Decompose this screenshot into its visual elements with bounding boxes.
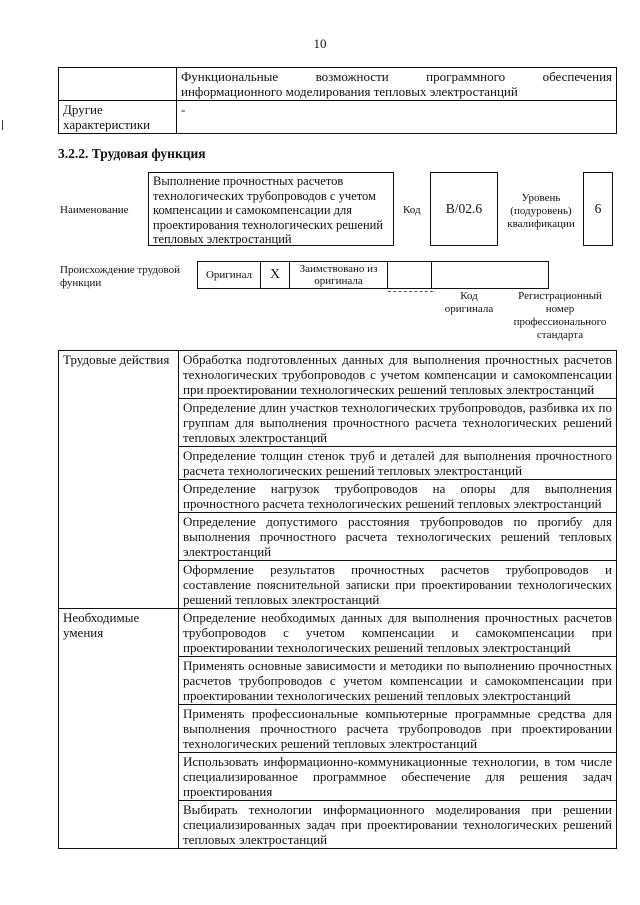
- function-name-box: Выполнение прочностных расчетов технологических трубопроводов с учетом компенсации и самокомпенсации для проектирования технологических решений тепловых электростанций: [148, 172, 394, 246]
- labor-actions-label: Трудовые действия: [59, 351, 179, 609]
- other-characteristics-label: Другие характеристики: [59, 101, 177, 134]
- labor-action-item: Определение нагрузок трубопроводов на опоры для выполнения прочностного расчета технологических решений тепловых электростанций: [179, 480, 617, 513]
- original-code-cell: [387, 261, 432, 289]
- labor-action-item: Обработка подготовленных данных для выполнения прочностных расчетов технологических трубопроводов с учетом компенсации и самокомпенсации при проектировании технологических решений тепловых электростанций: [179, 351, 617, 399]
- borrowed-cell: [289, 261, 388, 289]
- page-number: 10: [313, 36, 327, 51]
- characteristics-table: [58, 67, 617, 134]
- characteristics-text: Функциональные возможности программного обеспечения информационного моделирования тепловых электростанций: [177, 68, 617, 101]
- skill-item: Выбирать технологии информационного моделирования при решении специализированных задач при проектировании технологических решений тепловых электростанций: [179, 801, 617, 849]
- margin-mark: [2, 120, 3, 130]
- registration-number-cell: [431, 261, 549, 289]
- code-label: Код: [403, 204, 421, 216]
- section-title: 3.2.2. Трудовая функция: [58, 146, 206, 161]
- skill-item: Определение необходимых данных для выполнения прочностных расчетов трубопроводов с учетом компенсации и самокомпенсации при проектировании технологических решений тепловых электростанций: [179, 609, 617, 657]
- name-label: Наименование: [60, 204, 129, 216]
- skill-item: Применять основные зависимости и методики по выполнению прочностных расчетов трубопроводов с учетом компенсации и самокомпенсации при проектировании технологических решений тепловых электростанций: [179, 657, 617, 705]
- original-mark: X: [269, 267, 281, 282]
- original-label-cell: [197, 261, 261, 289]
- level-box: [583, 172, 613, 246]
- labor-action-item: Оформление результатов прочностных расчетов трубопроводов и составление пояснительной записки при проектировании технологических решений тепловых электростанций: [179, 561, 617, 609]
- original-mark-cell: [260, 261, 290, 289]
- skill-item: Применять профессиональные компьютерные программные средства для выполнения прочностного расчета трубопроводов при проектировании технологических решений тепловых электростанций: [179, 705, 617, 753]
- level-value: 6: [594, 201, 602, 216]
- level-label: Уровень (подуровень) квалификации: [507, 192, 575, 230]
- registration-caption: Регистрационный номер профессионального стандарта: [513, 290, 607, 341]
- skills-label: Необходимые умения: [59, 609, 179, 849]
- borrowed-label: Заимствовано из оригинала: [299, 263, 378, 287]
- original-label: Оригинал: [205, 269, 253, 281]
- origin-row: [197, 261, 549, 289]
- original-code-caption: Код оригинала: [444, 290, 494, 315]
- labor-action-item: Определение толщин стенок труб и деталей для выполнения прочностного расчета технологических решений тепловых электростанций: [179, 447, 617, 480]
- dashed-line: [388, 291, 433, 292]
- labor-action-item: Определение длин участков технологических трубопроводов, разбивка их по группам для выполнения прочностного расчета технологических решений тепловых электростанций: [179, 399, 617, 447]
- other-characteristics-value: -: [177, 101, 617, 134]
- skill-item: Использовать информационно-коммуникационные технологии, в том числе специализированное программное обеспечение для решения задач проектирования: [179, 753, 617, 801]
- function-code: B/02.6: [445, 201, 483, 216]
- labor-function-table: [58, 350, 617, 849]
- origin-label: Происхождение трудовой функции: [60, 264, 181, 289]
- function-code-box: [430, 172, 498, 246]
- labor-action-item: Определение допустимого расстояния трубопроводов по прогибу для выполнения прочностного расчета технологических решений тепловых электростанций: [179, 513, 617, 561]
- empty-cell: [59, 68, 177, 101]
